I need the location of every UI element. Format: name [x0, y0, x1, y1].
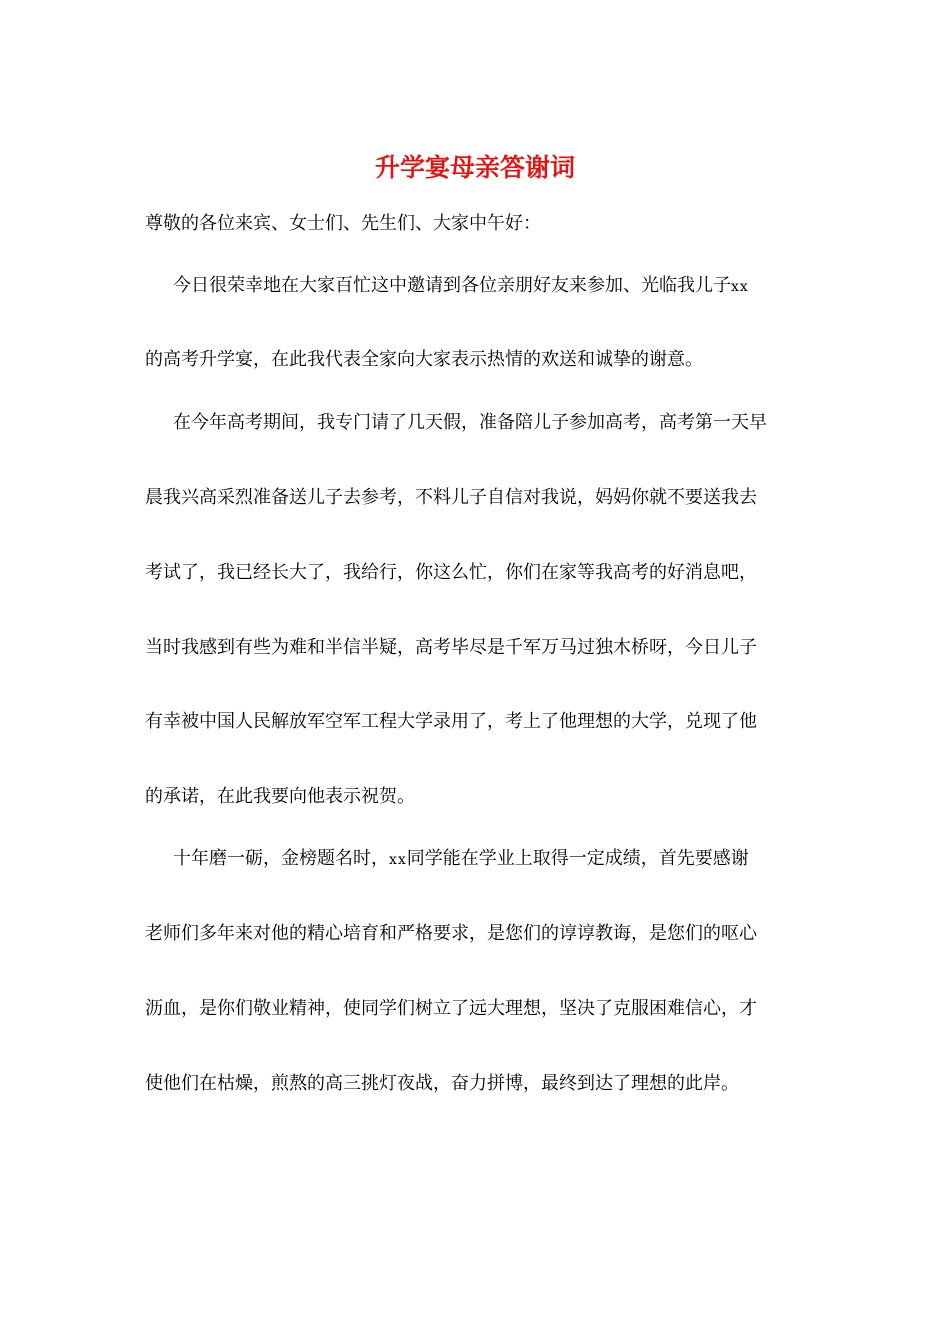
placeholder-name: xx	[731, 279, 749, 295]
paragraph-1-line-1	[173, 273, 749, 300]
paragraph-3-line-1	[173, 846, 749, 873]
paragraph-3-line-2: 老师们多年来对他的精心培育和严格要求，是您们的谆谆教诲，是您们的呕心	[145, 923, 757, 944]
paragraph-3-line-3: 沥血，是你们敬业精神，使同学们树立了远大理想，坚决了克服困难信心，才	[145, 998, 757, 1019]
paragraph-2-line-6: 的承诺，在此我要向他表示祝贺。	[145, 786, 415, 807]
paragraph-2-line-2: 晨我兴高采烈准备送儿子去参考，不料儿子自信对我说，妈妈你就不要送我去	[145, 487, 757, 508]
line-prefix: 十年磨一砺，金榜题名时，	[173, 848, 389, 869]
line-text: 同学能在学业上取得一定成绩，首先要感谢	[406, 848, 749, 869]
line-text: 今日很荣幸地在大家百忙这中邀请到各位亲朋好友来参加、光临我儿子	[173, 275, 731, 296]
greeting-line: 尊敬的各位来宾、女士们、先生们、大家中午好：	[145, 213, 541, 234]
paragraph-2-line-1: 在今年高考期间，我专门请了几天假，准备陪儿子参加高考，高考第一天早	[173, 412, 767, 433]
paragraph-2-line-3: 考试了，我已经长大了，我给行，你这么忙，你们在家等我高考的好消息吧，	[145, 562, 757, 583]
paragraph-2-line-5: 有幸被中国人民解放军空军工程大学录用了，考上了他理想的大学，兑现了他	[145, 711, 757, 732]
paragraph-1-line-2: 的高考升学宴，在此我代表全家向大家表示热情的欢送和诚挚的谢意。	[145, 349, 703, 370]
paragraph-3-line-4: 使他们在枯燥，煎熬的高三挑灯夜战，奋力拼博，最终到达了理想的此岸。	[145, 1073, 739, 1094]
placeholder-name: xx	[389, 852, 407, 868]
paragraph-2-line-4: 当时我感到有些为难和半信半疑，高考毕尽是千军万马过独木桥呀，今日儿子	[145, 637, 757, 658]
document-title: 升学宴母亲答谢词	[374, 153, 575, 182]
